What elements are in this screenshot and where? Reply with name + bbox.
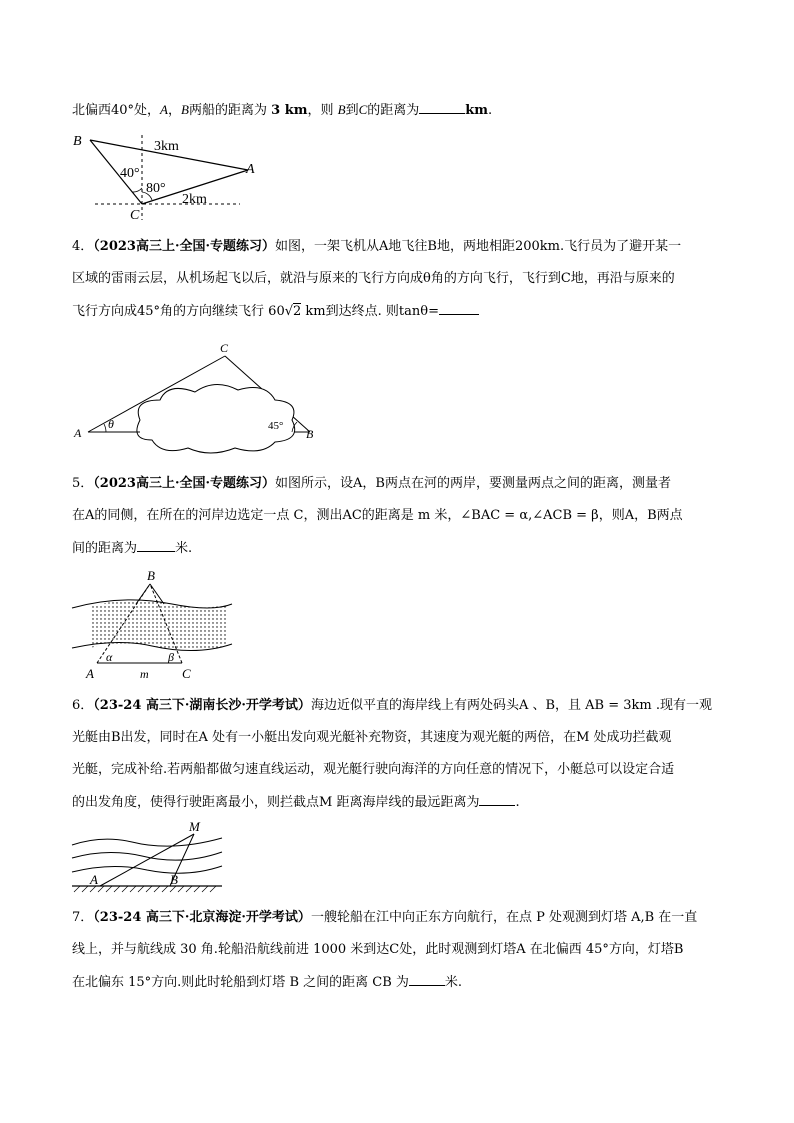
q3-text: 两船的距离为 — [188, 103, 267, 118]
answer-blank[interactable] — [419, 101, 465, 114]
answer-blank[interactable] — [479, 793, 515, 806]
sqrt-radicand: 2 — [293, 304, 302, 319]
q4-text: 如图，一架飞机从A地飞往B地，两地相距200km.飞行员为了避开某一 — [275, 239, 682, 254]
label-B: B — [306, 427, 314, 441]
q5-text: 如图所示，设A，B两点在河的两岸，要测量两点之间的距离，测量者 — [275, 476, 671, 491]
q6-text: 光艇，完成补给.若两船都做匀速直线运动，观光艇行驶向海洋的方向任意的情况下，小艇总可以设定合适 — [72, 762, 675, 777]
q3-text: 的距离为 — [367, 103, 420, 118]
label-B: B — [73, 134, 82, 149]
question-number: 5． — [72, 476, 94, 491]
var-B: B — [337, 102, 346, 117]
q6-line-4 — [72, 793, 520, 812]
q7-line-2 — [72, 941, 683, 959]
q6-text: . — [515, 795, 520, 810]
q4-line-2 — [72, 270, 675, 288]
question-source: （23-24 高三下·北京海淀·开学考试） — [93, 910, 311, 925]
label-alpha: α — [106, 650, 113, 664]
question-number: 6． — [72, 698, 94, 713]
q6-line-1 — [72, 697, 712, 715]
q6-text: 的出发角度，使得行驶距离最小，则拦截点M 距离海岸线的最远距离为 — [72, 795, 480, 810]
question-source: （2023高三上·全国·专题练习） — [93, 476, 276, 491]
q7-text: 一艘轮船在江中向正东方向航行，在点 P 处观测到灯塔 A,B 在一直 — [310, 910, 698, 925]
label-80deg: 80° — [146, 181, 166, 196]
label-C: C — [130, 208, 140, 223]
q4-text: 区域的雷雨云层，从机场起飞以后，就沿与原来的飞行方向成θ角的方向飞行，飞行到C地，再沿与原来的 — [72, 271, 675, 286]
label-theta: θ — [108, 417, 114, 431]
label-A: A — [86, 666, 94, 681]
q4-text: km到达终点. 则tanθ= — [301, 304, 439, 319]
label-A: A — [74, 426, 82, 440]
q7-line-1 — [72, 909, 697, 927]
answer-blank[interactable] — [439, 302, 479, 315]
q7-text: 线上，并与航线成 30 角.轮船沿航线前进 1000 米到达C处，此时观测到灯塔A 在北偏西 45°方向，灯塔B — [72, 942, 684, 957]
q6-line-3 — [72, 761, 674, 779]
q4-text: 飞行方向成45°角的方向继续飞行 60 — [72, 304, 285, 319]
label-beta: β — [168, 650, 174, 664]
label-M: M — [189, 819, 200, 834]
q3-text: . — [488, 103, 493, 118]
question-number: 7． — [72, 910, 94, 925]
q5-line-2 — [72, 507, 683, 525]
q3-distance: 3 km — [271, 103, 308, 118]
q6-text: 海边近似平直的海岸线上有两处码头A 、B，且 AB = 3km .现有一观 — [310, 698, 712, 713]
q7-text: 在北偏东 15°方向.则此时轮船到灯塔 B 之间的距离 CB 为 — [72, 975, 409, 990]
q4-line-1 — [72, 238, 681, 256]
label-C: C — [182, 666, 191, 681]
var-C: C — [358, 102, 368, 117]
var-A: A — [160, 102, 168, 117]
q3-text: 北偏西40°处， — [72, 103, 161, 118]
q5-text: 米. — [175, 541, 193, 556]
q3-unit: km — [465, 103, 489, 118]
answer-blank[interactable] — [137, 539, 175, 552]
q5-line-3 — [72, 539, 192, 558]
question-source: （2023高三上·全国·专题练习） — [93, 239, 276, 254]
question-source: （23-24 高三下·湖南长沙·开学考试） — [93, 698, 311, 713]
q7-line-3 — [72, 973, 462, 992]
answer-blank[interactable] — [409, 973, 445, 986]
q3-text: 到 — [345, 103, 359, 118]
sqrt-symbol: √ — [284, 304, 294, 319]
q3-figure — [70, 130, 270, 225]
label-45deg: 45° — [268, 420, 284, 432]
q3-text: ，则 — [307, 103, 334, 118]
label-A: A — [246, 162, 255, 177]
label-B: B — [170, 872, 178, 887]
q3-text: ， — [168, 103, 182, 118]
q5-text: 在A的同侧，在所在的河岸边选定一点 C，测出AC的距离是 m 米，∠BAC = α,∠ACB = β，则A，B两点 — [72, 508, 683, 523]
label-m: m — [140, 667, 149, 681]
label-3km: 3km — [154, 139, 179, 154]
q5-figure — [72, 566, 242, 681]
q3-text-line — [72, 101, 492, 120]
label-C: C — [220, 341, 229, 355]
q5-line-1 — [72, 475, 671, 493]
label-A: A — [90, 872, 98, 887]
label-2km: 2km — [182, 192, 207, 207]
q4-figure — [70, 340, 330, 445]
label-B: B — [147, 568, 155, 583]
q5-text: 间的距离为 — [72, 541, 138, 556]
label-40deg: 40° — [120, 166, 140, 181]
question-number: 4． — [72, 239, 94, 254]
q4-line-3 — [72, 302, 479, 321]
var-B: B — [181, 102, 189, 117]
q6-line-2 — [72, 729, 672, 747]
q6-text: 光艇由B出发，同时在A 处有一小艇出发向观光艇补充物资，其速度为观光艇的两倍，在M 处成功拦截观 — [72, 730, 672, 745]
q7-text: 米. — [444, 975, 463, 990]
q6-figure — [72, 820, 232, 895]
